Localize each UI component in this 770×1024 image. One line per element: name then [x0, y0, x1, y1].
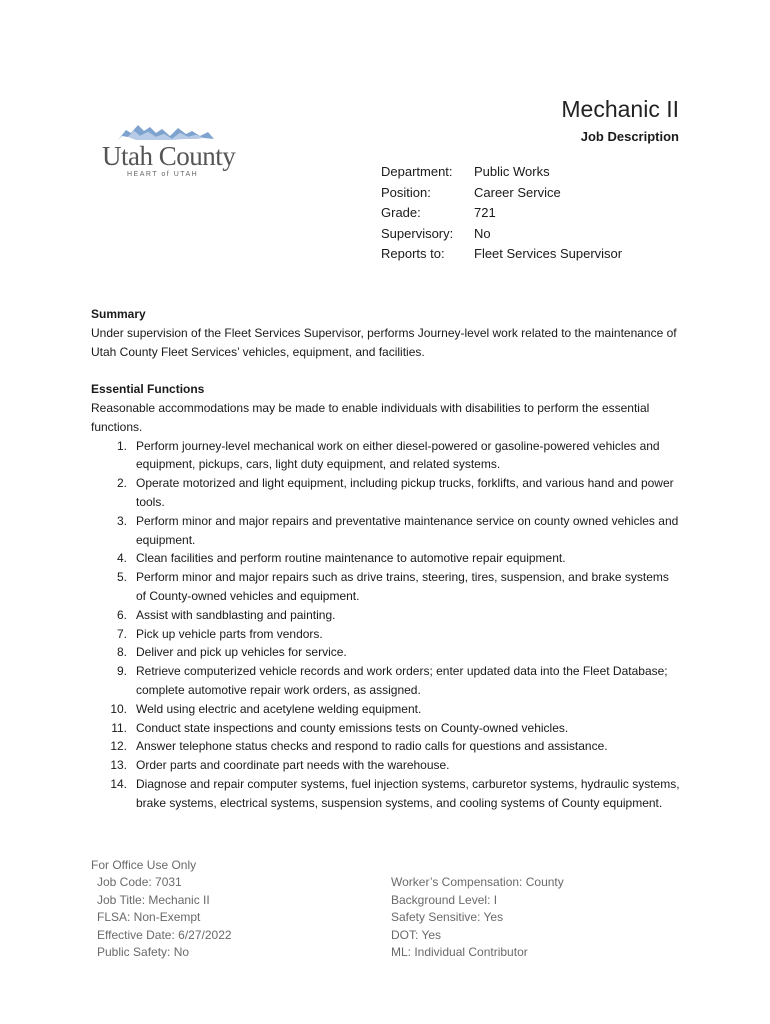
list-item: 9. Retrieve computerized vehicle records and work orders; enter updated data into the Fleet Database; complete automotive repair work orders, as assigned. [116, 664, 668, 697]
office-field-flsa: FLSA: Non-Exempt [97, 910, 201, 925]
office-field-public-safety: Public Safety: No [97, 945, 190, 960]
meta-label: Grade: [381, 205, 421, 220]
office-field-job-title: Job Title: Mechanic II [97, 892, 210, 907]
office-use-right-column [391, 874, 564, 961]
document-title: Mechanic II [561, 96, 679, 122]
office-field-ml: ML: Individual Contributor [391, 945, 528, 960]
document-body [91, 305, 681, 813]
list-item: 13. Order parts and coordinate part needs with the warehouse. [110, 758, 450, 773]
meta-label: Department: [381, 164, 453, 179]
essential-functions-list [91, 437, 681, 813]
meta-value: Public Works [474, 164, 550, 179]
list-item: 3. Perform minor and major repairs and preventative maintenance service on county owned vehicles and equipment. [116, 513, 679, 547]
office-use-left-column [91, 874, 391, 961]
office-field-effective-date: Effective Date: 6/27/2022 [97, 927, 232, 942]
essential-functions-intro: Reasonable accommodations may be made to enable individuals with disabilities to perform the essential functions. [91, 400, 650, 434]
meta-value: Fleet Services Supervisor [474, 246, 623, 261]
office-field-safety-sensitive: Safety Sensitive: Yes [391, 910, 504, 925]
summary-text: Under supervision of the Fleet Services Supervisor, performs Journey-level work related to the maintenance of Utah County Fleet Services’ vehicles, equipment, and facilities. [91, 325, 677, 359]
list-item: 7. Pick up vehicle parts from vendors. [116, 626, 323, 641]
meta-value: 721 [474, 205, 496, 220]
summary-heading: Summary [91, 307, 146, 321]
list-item: 12. Answer telephone status checks and respond to radio calls for questions and assistance. [110, 739, 608, 754]
office-field-job-code: Job Code: 7031 [97, 875, 182, 890]
office-field-background-level: Background Level: I [391, 892, 498, 907]
list-item: 14. Diagnose and repair computer systems, fuel injection systems, carburetor systems, hydraulic systems, brake systems, electrical systems, suspension systems, and cooling systems of County equipment. [110, 776, 680, 810]
office-use-section [91, 857, 564, 961]
meta-value: No [474, 225, 491, 241]
meta-value: Career Service [474, 184, 561, 200]
office-use-heading: For Office Use Only [91, 858, 197, 872]
list-item: 1. Perform journey-level mechanical work on either diesel-powered or gasoline-powered vehicles and equipment, pickups, cars, light duty equipment, and related systems. [116, 438, 660, 472]
meta-row-supervisory [381, 224, 622, 245]
meta-label: Supervisory: [381, 225, 454, 241]
office-field-workers-comp: Worker’s Compensation: County [391, 875, 564, 890]
document-subtitle: Job Description [580, 129, 679, 144]
essential-functions-heading: Essential Functions [91, 382, 205, 397]
meta-label: Reports to: [381, 246, 445, 261]
meta-row-department [381, 162, 622, 183]
list-item: 10. Weld using electric and acetylene welding equipment. [110, 701, 422, 716]
logo-wordmark: Utah County [102, 141, 236, 171]
meta-label: Position: [381, 184, 431, 200]
list-item: 8. Deliver and pick up vehicles for service. [116, 645, 347, 660]
office-field-dot: DOT: Yes [391, 927, 442, 942]
list-item: 2. Operate motorized and light equipment, including pickup trucks, forklifts, and various hand and power tools. [116, 476, 674, 509]
list-item: 4. Clean facilities and perform routine maintenance to automotive repair equipment. [116, 551, 566, 566]
list-item: 5. Perform minor and major repairs such as drive trains, steering, tires, suspension, and brake systems of County-owned vehicles and equipment. [116, 570, 669, 603]
list-item: 6. Assist with sandblasting and painting. [116, 607, 336, 622]
meta-row-grade [381, 203, 622, 224]
meta-row-position [381, 183, 622, 204]
meta-row-reports-to [381, 244, 622, 265]
list-item: 11. Conduct state inspections and county emissions tests on County-owned vehicles. [111, 720, 569, 735]
job-meta-table [381, 162, 622, 265]
logo-tagline: HEART of UTAH [127, 171, 199, 178]
